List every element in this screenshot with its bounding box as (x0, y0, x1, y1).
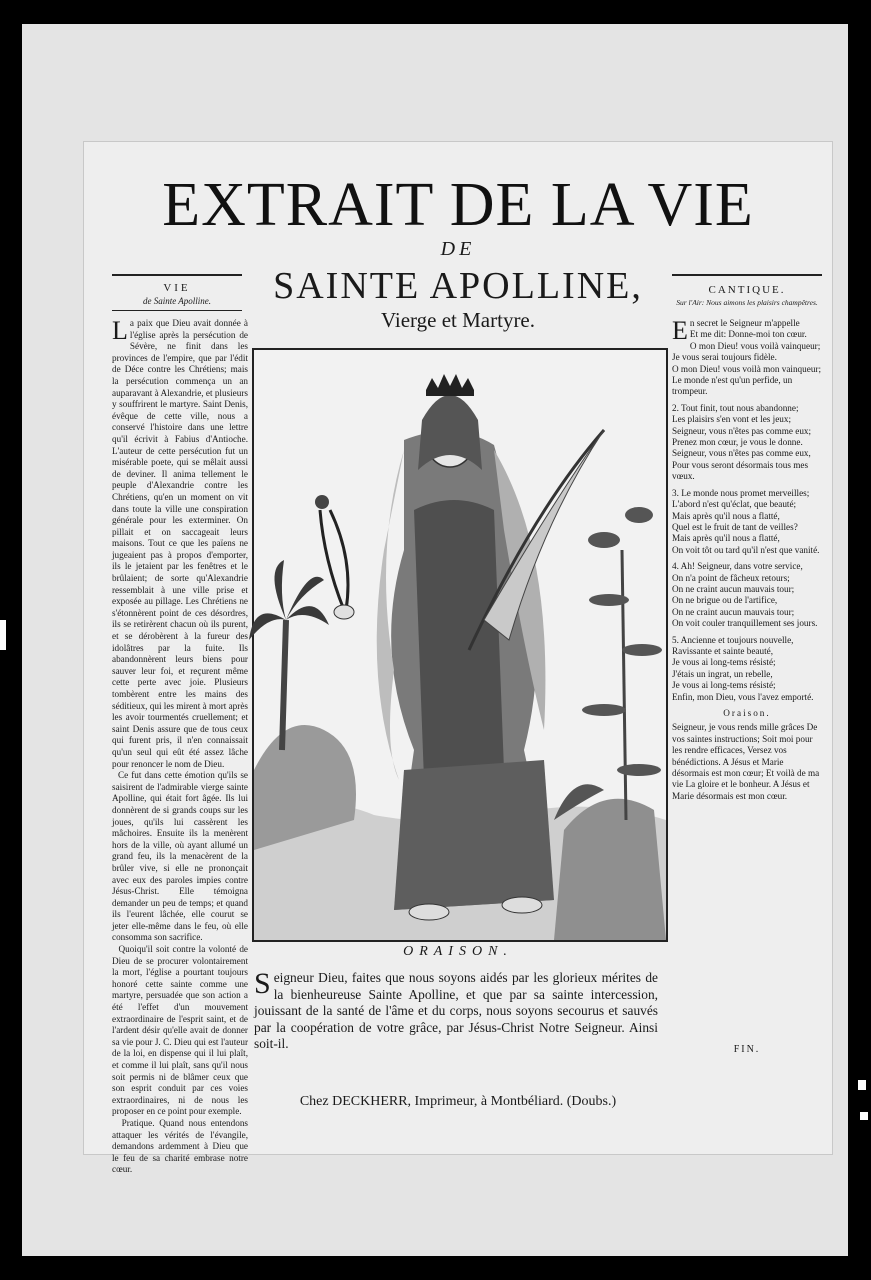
verse: 2. Tout finit, tout nous abandonne; Les plaisirs s'en vont et les jeux; Seigneur, vous n'êtes pas comme eux; Prenez mon cœur, je vous le donne. Seigneur, vous n'êtes pas comme eux, Pour vous seront désormais tous mes vœux. (672, 402, 812, 482)
drop-cap: S (254, 967, 271, 1000)
cantique-text-column (672, 318, 822, 1036)
oraison-prayer (254, 967, 658, 1053)
left-column-rule (112, 274, 242, 276)
verse: E n secret le Seigneur m'appelle Et me dit: Donne-moi ton cœur. O mon Dieu! vous voilà vainqueur; Je vous serai toujours fidèle. O mon Dieu! vous voilà mon vainqueur; Le monde n'est qu'un perfide, un trompeur. (672, 316, 822, 397)
cantique-air: Sur l'Air: Nous aimons les plaisirs champêtres. (676, 298, 818, 307)
left-column-subheading: de Sainte Apolline. (142, 296, 212, 306)
cantique-heading: CANTIQUE. (708, 284, 786, 296)
left-column-subrule (112, 310, 242, 311)
verse: 5. Ancienne et toujours nouvelle, Ravissante et sainte beauté, Je vous ai long-tems résisté; J'étais un ingrat, un rebelle, Je vous ai long-tems résisté; Enfin, mon Dieu, vous l'avez emporté. (672, 634, 814, 702)
printer-imprint: Chez DECKHERR, Imprimeur, à Montbéliard. (Doubs.) (299, 1094, 617, 1109)
broadsheet-page (84, 142, 832, 1175)
engraving-illustration (254, 350, 666, 940)
vie-paragraph: Pratique. Quand nous entendons attaquer les vérités de l'évangile, demandons ardemment à Dieu que le feu de sa charité embrase notre cœur. (112, 1117, 248, 1175)
vie-text-column (112, 316, 248, 1175)
drop-cap: L (112, 316, 128, 345)
oraison-heading: ORAISON. (403, 944, 513, 959)
mount-clip (858, 1080, 866, 1090)
left-column-heading: VIE (163, 282, 191, 294)
page-title: EXTRAIT DE LA VIE (162, 171, 754, 239)
vie-paragraph: Ce fut dans cette émotion qu'ils se saisirent de l'admirable vierge sainte Apolline, qui était fort âgée. Ils lui donnèrent de si grands coups sur les joues, qu'ils lui cassèrent les mâchoires. Ensuite ils la menèrent hors de la ville, où ayant allumé un grand feu, ils la menacèrent de la brûler vive, si elle ne prononçait avec eux des paroles impies contre Jésus-Christ. Elle témoigna demander un peu de temps; et quand ils l'eurent lâchée, elle courut se jeter elle-même dans le feu, où elle consomma son sacrifice. (112, 770, 248, 943)
subtitle: Vierge et Martyre. (380, 308, 536, 332)
cantique-oraison-text: Seigneur, je vous rends mille grâces De vos saintes instructions; Soit moi pour les rendre efficaces, Versez vos bénédictions. A Jésus et Marie désormais est mon cœur; Et voilà de ma vie La gloire et le bonheur. A Jésus et Marie désormais est mon cœur. (672, 722, 820, 801)
oraison-text: eigneur Dieu, faites que nous soyons aidés par les glorieux mérites de la bienheureuse Sainte Apolline, et que par sa sainte intercession, jouissant de la santé de l'âme et du corps, nous soyons secourus et sauvés par la coopération de votre grâce, par Jésus-Christ Notre Seigneur. Ainsi soit-il. (254, 970, 658, 1052)
photo-mount (22, 24, 848, 1256)
vie-paragraph: Quoiqu'il soit contre la volonté de Dieu de se procurer volontairement la mort, l'église a pourtant toujours honoré cette sainte comme une martyre, persuadée que son action a été l'effet d'un mouvement extraordinaire de l'esprit saint, et de l'ardent désir qu'elle avait de donner sa vie pour J. C. Dieu qui est l'auteur de la loi, en dispense qui il lui plaît, et comme il lui plaît, sans qu'il nous soit permis ni de blâmer ceux que son esprit conduit par ces voies extraordinaires, ni de nous les proposer en ce point pour exemple. (112, 944, 248, 1117)
verse: 4. Ah! Seigneur, dans votre service, On n'a point de fâcheux retours; On ne craint aucun mauvais tour; On ne brigue ou de l'artifice, On ne craint aucun mauvais tour; On voit couler tranquillement ses jours. (672, 561, 818, 629)
drop-cap: E (672, 316, 688, 345)
fin-label: FIN. (733, 1044, 761, 1055)
mount-clip (860, 1112, 868, 1120)
saint-name: SAINTE APOLLINE, (273, 265, 643, 307)
saint-apolline-engraving (252, 348, 668, 942)
verse: 3. Le monde nous promet merveilles; L'abord n'est qu'éclat, que beauté; Mais après qu'il nous a flatté, Quel est le fruit de tant de veilles? Mais après qu'il nous a flatté, On voit tôt ou tard qu'il n'est que vanité. (672, 487, 820, 555)
mount-clip (0, 620, 6, 650)
cantique-oraison-heading: Oraison. (723, 708, 771, 718)
right-column-rule (672, 274, 822, 276)
title-de: DE (440, 238, 476, 260)
vie-paragraph: La paix que Dieu avait donnée à l'église après la persécution de Sévère, ne finit dans les provinces de l'empire, que par l'édit de Déce contre les Chrétiens; mais la persécution commença un an auparavant à Alexandrie, et plusieurs y souffrirent le martyre. Saint Denis, évêque de cette ville, nous a conservé l'histoire dans une lettre qu'il écrivit à Fabius d'Antioche. L'auteur de cette persécution fut un misérable poete, qui se mêlait aussi de deviner. Il anima tellement le peuple d'Alexandrie contre les Chrétiens, qu'en un moment on vit dans toute la ville une conspiration générale pour les exterminer. On pillait et on saccageait leurs maisons. Tout ce que les païens ne jugeaient pas à propos d'emporter, ils le jetaient par les fenêtres et le brûlaient; de sorte qu'Alexandrie ressemblait à une ville prise et exposée au pillage. Les Chrétiens ne s'étonnèrent point de ces désordres, ils se retirèrent chacun où ils purent, et se dérobèrent à la fureur des idolâtres par la fuite. Ils abandonnèrent leurs biens pour sauver leur foi, et reçurent même cette perte avec joie. Plusieurs tombèrent entre les mains des séditieux, qui les mirent à mort après les avoir tourmentés cruellement; et saint Denis assure que de tous ceux qui furent pris, il n'en connaissait qu'un seul qui eût été assez lâche pour renoncer le nom de Dieu. (112, 316, 248, 769)
